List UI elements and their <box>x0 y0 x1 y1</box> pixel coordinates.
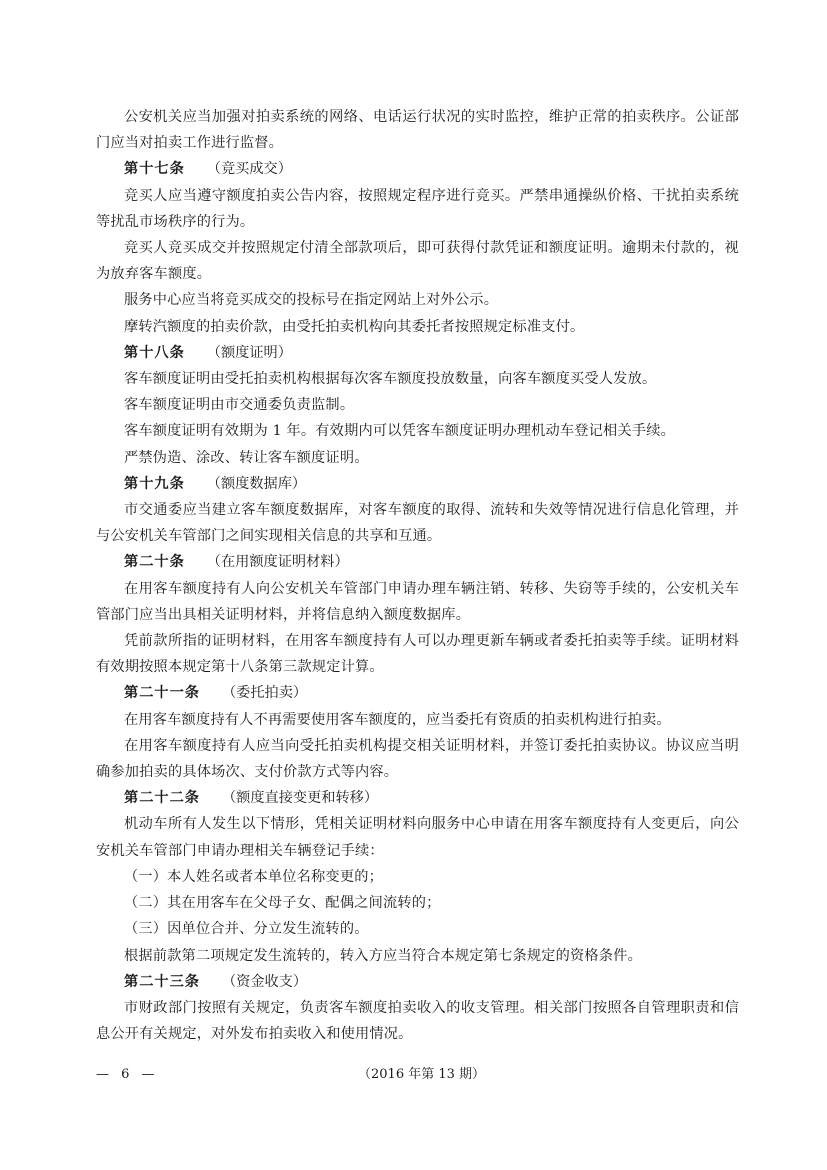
paragraph: 严禁伪造、涂改、转让客车额度证明。 <box>124 449 369 466</box>
article-number: 第十八条 <box>124 344 185 361</box>
article-title: （额度数据库） <box>206 475 307 492</box>
article-number: 第二十一条 <box>124 685 200 702</box>
article-title: （额度直接变更和转移） <box>221 790 379 807</box>
paragraph: 服务中心应当将竞买成交的投标号在指定网站上对外公示。 <box>124 292 499 309</box>
paragraph: （一）本人姓名或者本单位名称变更的； <box>124 868 383 885</box>
paragraph: （三）因单位合并、分立发生流转的。 <box>124 921 369 938</box>
document-body <box>96 104 739 1047</box>
paragraph: 市交通委应当建立客车额度数据库，对客车额度的取得、流转和失效等情况进行信息化管理，并与公安机关车管部门之间实现相关信息的共享和互通。 <box>96 502 739 545</box>
paragraph: 根据前款第二项规定发生流转的，转入方应当符合本规定第七条规定的资格条件。 <box>124 947 642 964</box>
article-heading <box>96 549 739 575</box>
article-heading <box>96 680 739 706</box>
paragraph: 在用客车额度持有人不再需要使用客车额度的，应当委托有资质的拍卖机构进行拍卖。 <box>124 711 671 728</box>
article-title: （在用额度证明材料） <box>206 554 349 571</box>
paragraph: 凭前款所指的证明材料，在用客车额度持有人可以办理更新车辆或者委托拍卖等手续。证明材料有效期按照本规定第十八条第三款规定计算。 <box>96 633 739 676</box>
paragraph: 公安机关应当加强对拍卖系统的网络、电话运行状况的实时监控，维护正常的拍卖秩序。公证部门应当对拍卖工作进行监督。 <box>96 109 739 152</box>
article-heading <box>96 969 739 995</box>
article-heading <box>96 340 739 366</box>
article-title: （竞买成交） <box>206 161 292 178</box>
paragraph: 竞买人竞买成交并按照规定付清全部款项后，即可获得付款凭证和额度证明。逾期未付款的，视为放弃客车额度。 <box>96 240 739 283</box>
paragraph: 在用客车额度持有人应当向受托拍卖机构提交相关证明材料，并签订委托拍卖协议。协议应当明确参加拍卖的具体场次、支付价款方式等内容。 <box>96 737 739 781</box>
paragraph: 市财政部门按照有关规定，负责客车额度拍卖收入的收支管理。相关部门按照各自管理职责和信息公开有关规定，对外发布拍卖收入和使用情况。 <box>96 999 739 1043</box>
article-heading <box>96 785 739 811</box>
page-footer <box>96 1064 739 1086</box>
article-number: 第十七条 <box>124 161 185 178</box>
article-number: 第二十二条 <box>124 790 200 807</box>
article-title: （资金收支） <box>221 973 308 990</box>
page-number: — 6 — <box>96 1067 159 1082</box>
article-number: 第二十三条 <box>124 973 200 990</box>
article-number: 第十九条 <box>124 475 185 492</box>
paragraph: 客车额度证明有效期为 1 年。有效期内可以凭客车额度证明办理机动车登记相关手续。 <box>124 423 675 440</box>
article-number: 第二十条 <box>124 554 185 571</box>
paragraph: （二）其在用客车在父母子女、配偶之间流转的； <box>124 895 441 912</box>
article-heading <box>96 471 739 497</box>
article-heading <box>96 156 739 182</box>
paragraph: 客车额度证明由受托拍卖机构根据每次客车额度投放数量，向客车额度买受人发放。 <box>124 371 657 388</box>
paragraph: 摩转汽额度的拍卖价款，由受托拍卖机构向其委托者按照规定标准支付。 <box>124 318 585 335</box>
paragraph: 客车额度证明由市交通委负责监制。 <box>124 397 355 414</box>
paragraph: 竞买人应当遵守额度拍卖公告内容，按照规定程序进行竞买。严禁串通操纵价格、干扰拍卖系统等扰乱市场秩序的行为。 <box>96 187 739 230</box>
paragraph: 机动车所有人发生以下情形，凭相关证明材料向服务中心申请在用客车额度持有人变更后，向公安机关车管部门申请办理相关车辆登记手续： <box>96 816 739 859</box>
issue-label: （2016 年第 13 期） <box>358 1067 486 1082</box>
article-title: （委托拍卖） <box>221 685 308 702</box>
paragraph: 在用客车额度持有人向公安机关车管部门申请办理车辆注销、转移、失窃等手续的，公安机关车管部门应当出具相关证明材料，并将信息纳入额度数据库。 <box>96 580 739 623</box>
article-title: （额度证明） <box>206 344 292 361</box>
